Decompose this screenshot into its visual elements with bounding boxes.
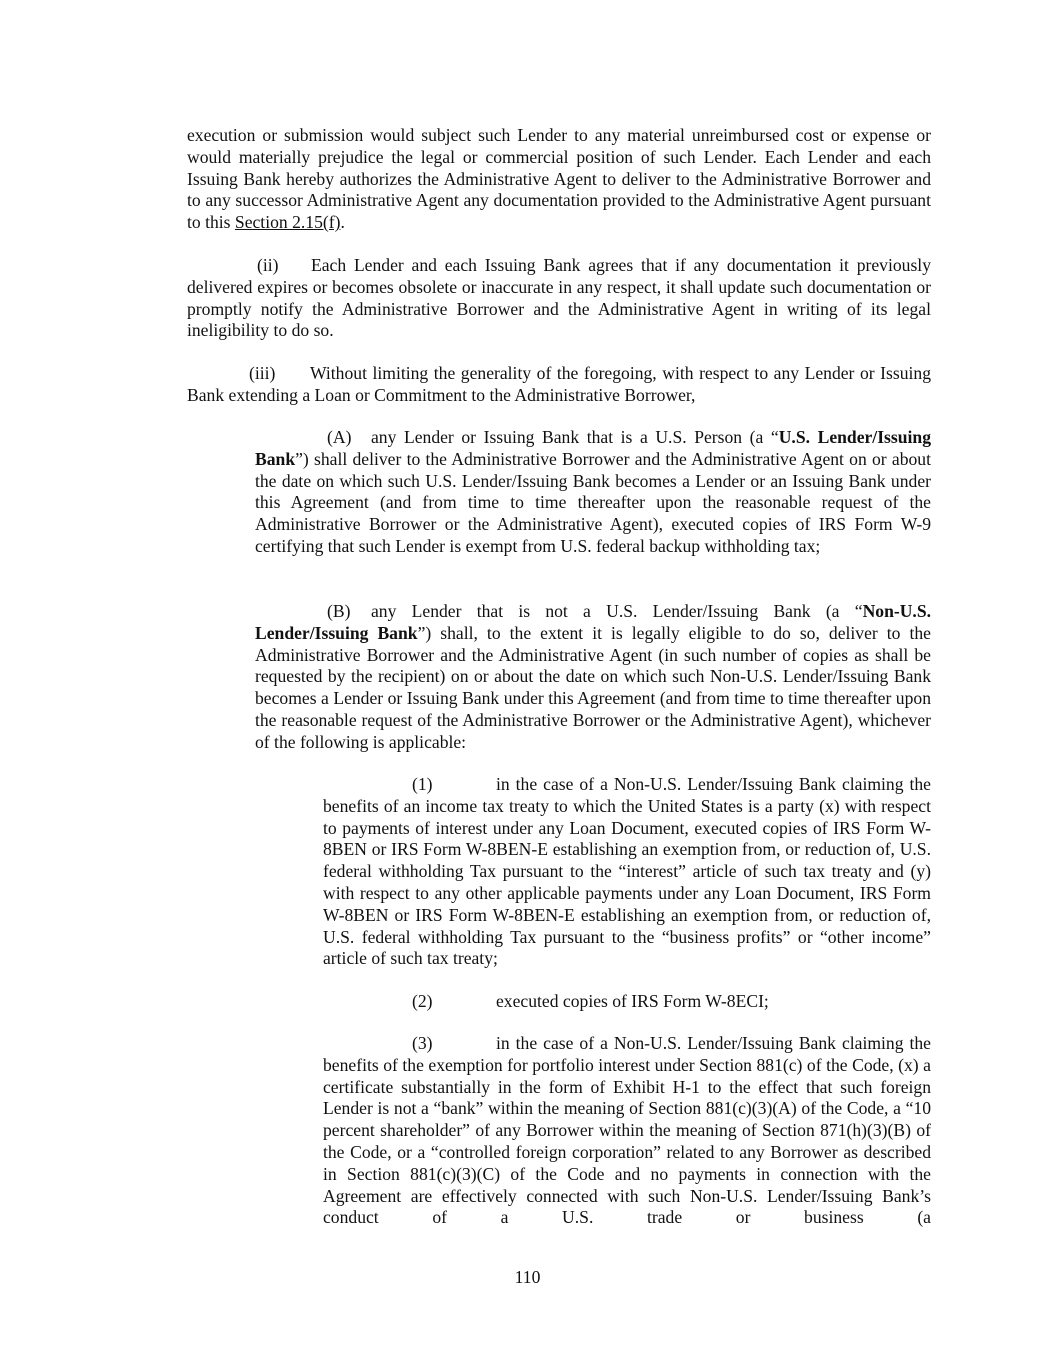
- paragraph-text-end: .: [340, 212, 345, 233]
- section-reference-link: Section 2.15(f): [234, 212, 341, 233]
- paragraph-iii: [187, 363, 931, 407]
- paragraph-label: (iii): [249, 363, 276, 383]
- paragraph-3: [323, 1033, 931, 1229]
- paragraph-text: any Lender or Issuing Bank that is a U.S. Person (a “: [371, 427, 779, 447]
- page-number: 110: [514, 1267, 541, 1287]
- paragraph-label: (2): [412, 991, 433, 1011]
- paragraph-text: any Lender that is not a U.S. Lender/Issuing Bank (a “: [371, 601, 863, 621]
- paragraph-A: [255, 427, 931, 558]
- paragraph-text: Without limiting the generality of the foregoing, with respect to any Lender or Issuing Bank extending a Loan or Commitment to the Administrative Borrower,: [187, 363, 931, 405]
- paragraph-label: (1): [412, 774, 433, 794]
- defined-term: Non-U.S. Lender/Issuing Bank: [255, 601, 931, 643]
- paragraph-text: in the case of a Non-U.S. Lender/Issuing Bank claiming the benefits of the exemption for portfolio interest under Section 881(c) of the Code, (x) a certificate substantially in the form of Exhibit H-1 to the effect that such foreign Lender is not a “bank” within the meaning of Section 881(c)(3)(A) of the Code, a “10 percent shareholder” of any Borrower within the meaning of Section 871(h)(3)(B) of the Code, or a “controlled foreign corporation” related to any Borrower as described in Section 881(c)(3)(C) of the Code and no payments in connection with the Agreement are effectively connected with such Non-U.S. Lender/Issuing Bank’s conduct of a U.S. trade or business (a: [323, 1033, 931, 1228]
- paragraph-text: Each Lender and each Issuing Bank agrees that if any documentation it previously delivered expires or becomes obsolete or inaccurate in any respect, it shall update such documentation or promptly notify the Administrative Borrower and the Administrative Agent in writing of its legal ineligibility to do so.: [187, 255, 931, 341]
- paragraph-text: in the case of a Non-U.S. Lender/Issuing Bank claiming the benefits of an income tax treaty to which the United States is a party (x) with respect to payments of interest under any Loan Document, executed copies of IRS Form W-8BEN or IRS Form W-8BEN-E establishing an exemption from, or reduction of, U.S. federal withholding Tax pursuant to the “interest” article of such tax treaty and (y) with respect to any other applicable payments under any Loan Document, IRS Form W-8BEN or IRS Form W-8BEN-E establishing an exemption from, or reduction of, U.S. federal withholding Tax pursuant to the “business profits” or “other income” article of such tax treaty;: [323, 774, 931, 969]
- paragraph-text-end: ”) shall deliver to the Administrative Borrower and the Administrative Agent on or about the date on which such U.S. Lender/Issuing Bank becomes a Lender or an Issuing Bank under this Agreement (and from time to time thereafter upon the reasonable request of the Administrative Borrower or the Administrative Agent), executed copies of IRS Form W-9 certifying that such Lender is exempt from U.S. federal backup withholding tax;: [255, 448, 931, 556]
- paragraph-label: (B): [327, 601, 351, 621]
- paragraph-1: [323, 774, 931, 970]
- paragraph-label: (A): [327, 427, 352, 447]
- paragraph-text: executed copies of IRS Form W-8ECI;: [496, 991, 769, 1011]
- paragraph-text-end: ”) shall, to the extent it is legally eligible to do so, deliver to the Administrative Borrower and the Administrative Agent (in such number of copies as shall be requested by the recipient) on or about the date on which such Non-U.S. Lender/Issuing Bank becomes a Lender or Issuing Bank under this Agreement (and from time to time thereafter upon the reasonable request of the Administrative Borrower or the Administrative Agent), whichever of the following is applicable:: [255, 622, 931, 752]
- paragraph-ii: [187, 255, 931, 342]
- paragraph-text: execution or submission would subject such Lender to any material unreimbursed cost or expense or would materially prejudice the legal or commercial position of such Lender. Each Lender and each Issuing Bank hereby authorizes the Administrative Agent to deliver to the Administrative Borrower and to any successor Administrative Agent any documentation provided to the Administrative Agent pursuant to this: [187, 125, 931, 233]
- defined-term: U.S. Lender/Issuing Bank: [255, 427, 931, 469]
- paragraph-label: (3): [412, 1033, 433, 1053]
- paragraph-continuation: [187, 125, 931, 234]
- paragraph-label: (ii): [257, 255, 279, 275]
- paragraph-2: [323, 991, 931, 1013]
- paragraph-B: [255, 601, 931, 754]
